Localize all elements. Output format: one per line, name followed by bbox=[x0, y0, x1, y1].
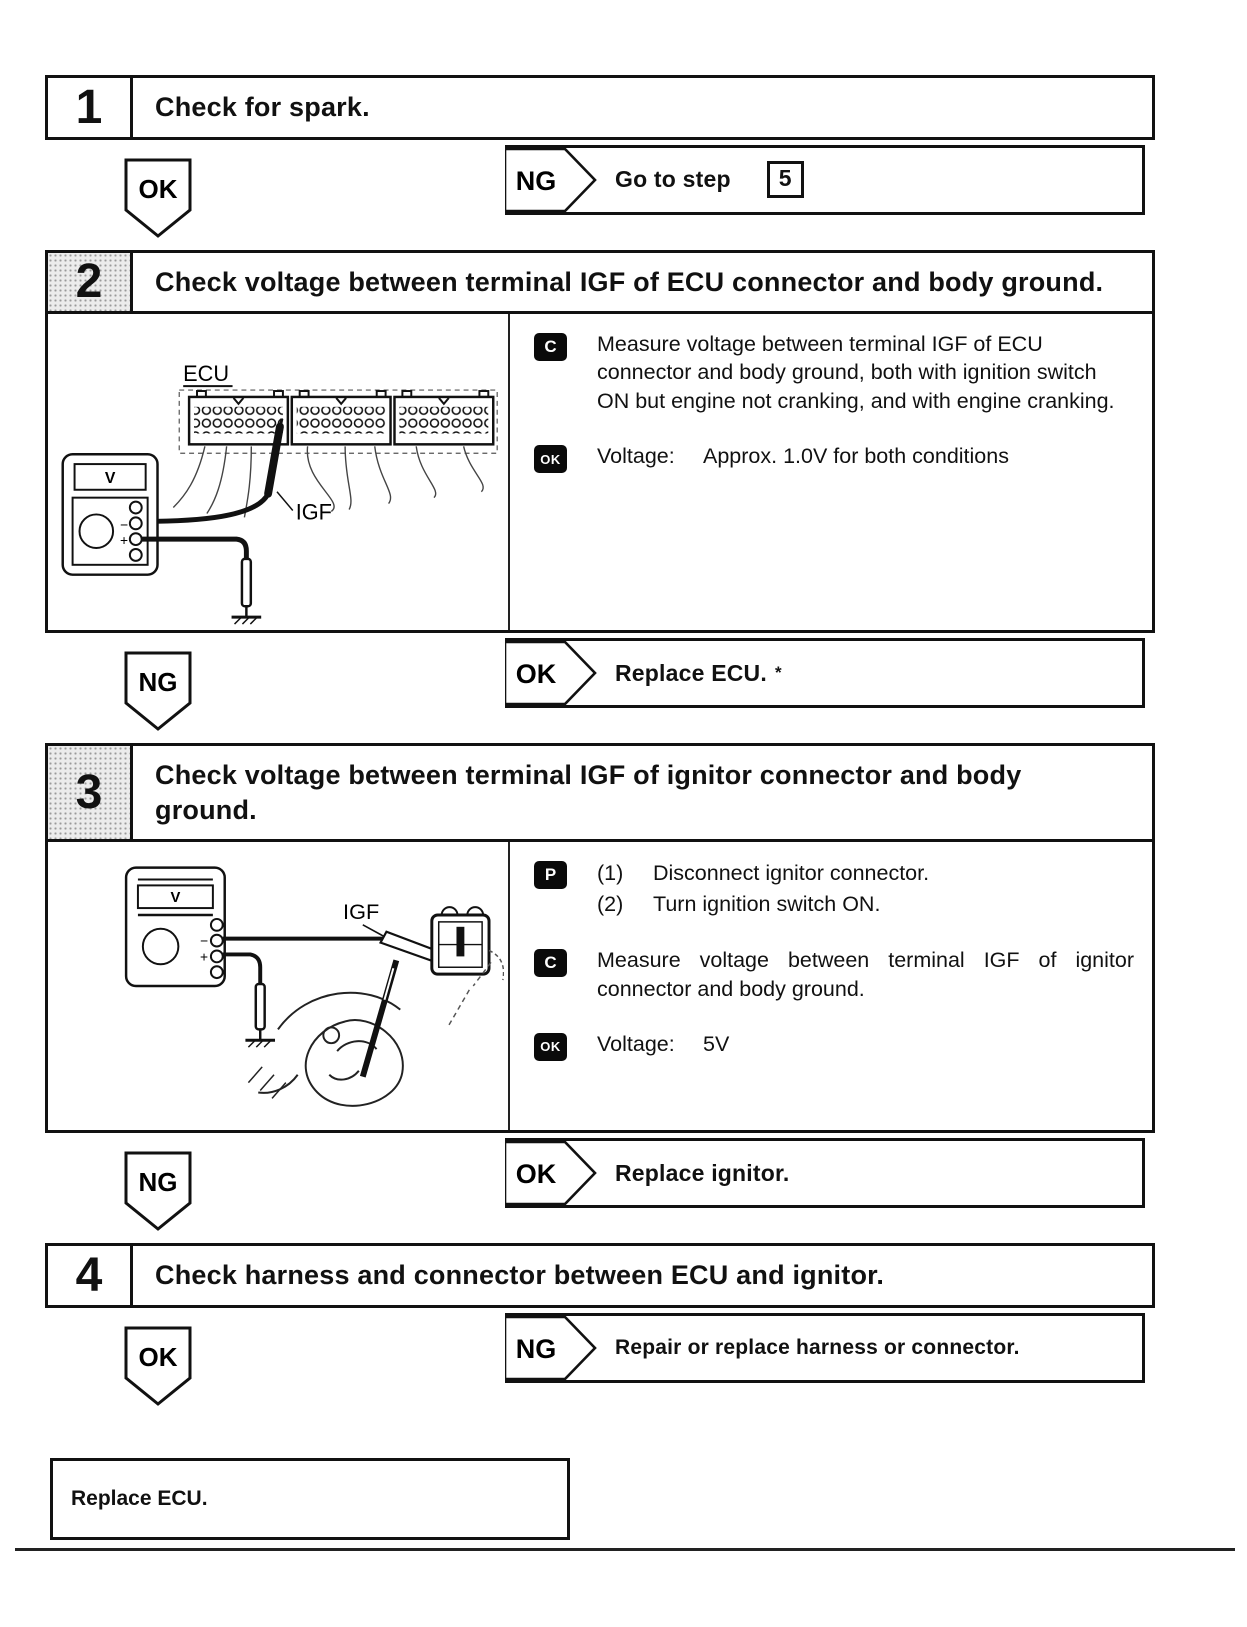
step-2-title: Check voltage between terminal IGF of ECU connector and body ground. bbox=[155, 266, 1104, 297]
ng-arrow-right-icon bbox=[505, 148, 599, 212]
voltage-label: Voltage: bbox=[597, 444, 675, 469]
ok-spec-badge: OK bbox=[534, 1033, 567, 1061]
engine-sketch bbox=[248, 961, 491, 1107]
voltmeter-icon bbox=[126, 868, 225, 986]
minus-terminal-label: − bbox=[119, 516, 129, 533]
ok-arrow-right-icon bbox=[505, 641, 599, 705]
step-1-ng-branch bbox=[505, 145, 1145, 215]
prepare-item-number: (2) bbox=[597, 891, 624, 916]
igf-leader-line bbox=[363, 925, 385, 937]
step-3-title: Check voltage between terminal IGF of ignitor connector and body ground. bbox=[155, 760, 1022, 825]
final-action-box bbox=[50, 1458, 570, 1540]
step-4-title: Check harness and connector between ECU and ignitor. bbox=[155, 1260, 885, 1291]
prepare-item bbox=[597, 858, 929, 889]
step-3-number: 3 bbox=[48, 746, 133, 839]
voltage-value: 5V bbox=[703, 1031, 730, 1056]
step-2-ok-action: Replace ECU. bbox=[615, 659, 767, 686]
voltage-value: Approx. 1.0V for both conditions bbox=[703, 444, 1009, 469]
ng-arrow-right-icon bbox=[505, 1316, 599, 1380]
ng-arrow-down-icon bbox=[123, 1150, 193, 1237]
voltmeter-icon bbox=[63, 454, 158, 574]
step-4-ng-action: Repair or replace harness or connector. bbox=[615, 1335, 1020, 1359]
step-4-box bbox=[45, 1243, 1155, 1308]
step-2-content bbox=[48, 311, 1152, 630]
igf-leader-line bbox=[277, 492, 293, 511]
prepare-instruction-row bbox=[534, 858, 1134, 919]
ng-arrow-label: NG bbox=[138, 1167, 178, 1198]
check-instruction-text: Measure voltage between terminal IGF of ignitor connector and body ground. bbox=[597, 948, 1134, 1001]
step-1-header bbox=[48, 78, 1152, 137]
step-2-header bbox=[48, 253, 1152, 312]
ng-arrow-down-icon bbox=[123, 650, 193, 737]
check-instruction-row bbox=[534, 330, 1134, 415]
final-action-text: Replace ECU. bbox=[71, 1486, 208, 1510]
step-4-header bbox=[48, 1246, 1152, 1305]
ground-probe bbox=[242, 559, 251, 606]
ok-arrow-down-icon bbox=[123, 1325, 193, 1412]
ok-arrow-label: OK bbox=[138, 173, 178, 204]
step-3-ok-action: Replace ignitor. bbox=[615, 1159, 790, 1186]
step-3-instructions bbox=[508, 842, 1152, 1130]
footnote-asterisk: * bbox=[774, 663, 782, 683]
page-bottom-rule bbox=[15, 1548, 1235, 1551]
step-4-number: 4 bbox=[48, 1246, 133, 1305]
step-2-instructions bbox=[508, 314, 1152, 630]
check-instruction-row bbox=[534, 946, 1134, 1003]
step-2-box bbox=[45, 250, 1155, 634]
step-2-result-row bbox=[45, 638, 1202, 737]
ground-lead-wire bbox=[223, 955, 260, 985]
step-1-result-row bbox=[45, 145, 1202, 244]
prepare-item-number: (1) bbox=[597, 861, 624, 886]
prepare-item bbox=[597, 889, 929, 920]
ground-symbol-icon bbox=[232, 617, 262, 624]
prepare-item-text: Turn ignition switch ON. bbox=[653, 891, 881, 916]
ok-arrow-label: OK bbox=[515, 659, 557, 690]
ok-arrow-label: OK bbox=[138, 1341, 178, 1372]
ok-spec-badge: OK bbox=[534, 445, 567, 473]
igf-label: IGF bbox=[295, 499, 332, 525]
ecu-label: ECU bbox=[183, 361, 230, 387]
step-2-number: 2 bbox=[48, 253, 133, 312]
connector-pins bbox=[194, 407, 488, 434]
step-1-title: Check for spark. bbox=[155, 92, 370, 122]
prepare-item-text: Disconnect ignitor connector. bbox=[653, 861, 930, 886]
ground-symbol-icon bbox=[245, 1040, 275, 1047]
ng-arrow-label: NG bbox=[515, 1333, 557, 1364]
step-3-content bbox=[48, 839, 1152, 1130]
step-1-number: 1 bbox=[48, 78, 133, 137]
step-4-ng-branch bbox=[505, 1313, 1145, 1383]
step-4-result-row bbox=[45, 1313, 1202, 1412]
voltmeter-v-label: V bbox=[104, 469, 116, 487]
ok-spec-row bbox=[534, 442, 1134, 473]
ecu-voltage-check-diagram bbox=[48, 314, 508, 630]
voltmeter-v-label: V bbox=[170, 890, 181, 907]
check-badge: C bbox=[534, 949, 567, 977]
ignitor-connector bbox=[432, 907, 504, 980]
minus-terminal-label: − bbox=[200, 933, 209, 949]
ok-spec-row bbox=[534, 1030, 1134, 1061]
ng-arrow-label: NG bbox=[138, 667, 178, 698]
step-3-header bbox=[48, 746, 1152, 839]
voltage-label: Voltage: bbox=[597, 1031, 675, 1056]
step-1-box bbox=[45, 75, 1155, 140]
check-instruction-text: Measure voltage between terminal IGF of ECU connector and body ground, both with ignition switch ON but engine not cranking, and with engine cranking. bbox=[597, 332, 1115, 413]
check-badge: C bbox=[534, 333, 567, 361]
probe-lead-wire bbox=[144, 494, 268, 522]
prepare-badge: P bbox=[534, 861, 567, 889]
ok-arrow-down-icon bbox=[123, 157, 193, 244]
ground-probe bbox=[256, 984, 265, 1029]
ng-arrow-label: NG bbox=[515, 165, 557, 196]
plus-terminal-label: + bbox=[200, 949, 209, 965]
igf-label: IGF bbox=[343, 899, 380, 925]
step-ref-box: 5 bbox=[767, 161, 804, 198]
step-2-ok-branch bbox=[505, 638, 1145, 708]
step-1-ng-action: Go to step bbox=[615, 166, 731, 193]
ok-arrow-right-icon bbox=[505, 1141, 599, 1205]
step-3-box bbox=[45, 743, 1155, 1133]
plus-terminal-label: + bbox=[119, 532, 129, 549]
step-3-ok-branch bbox=[505, 1138, 1145, 1208]
step-3-result-row bbox=[45, 1138, 1202, 1237]
ignitor-voltage-check-diagram bbox=[48, 842, 508, 1130]
ok-arrow-label: OK bbox=[515, 1159, 557, 1190]
